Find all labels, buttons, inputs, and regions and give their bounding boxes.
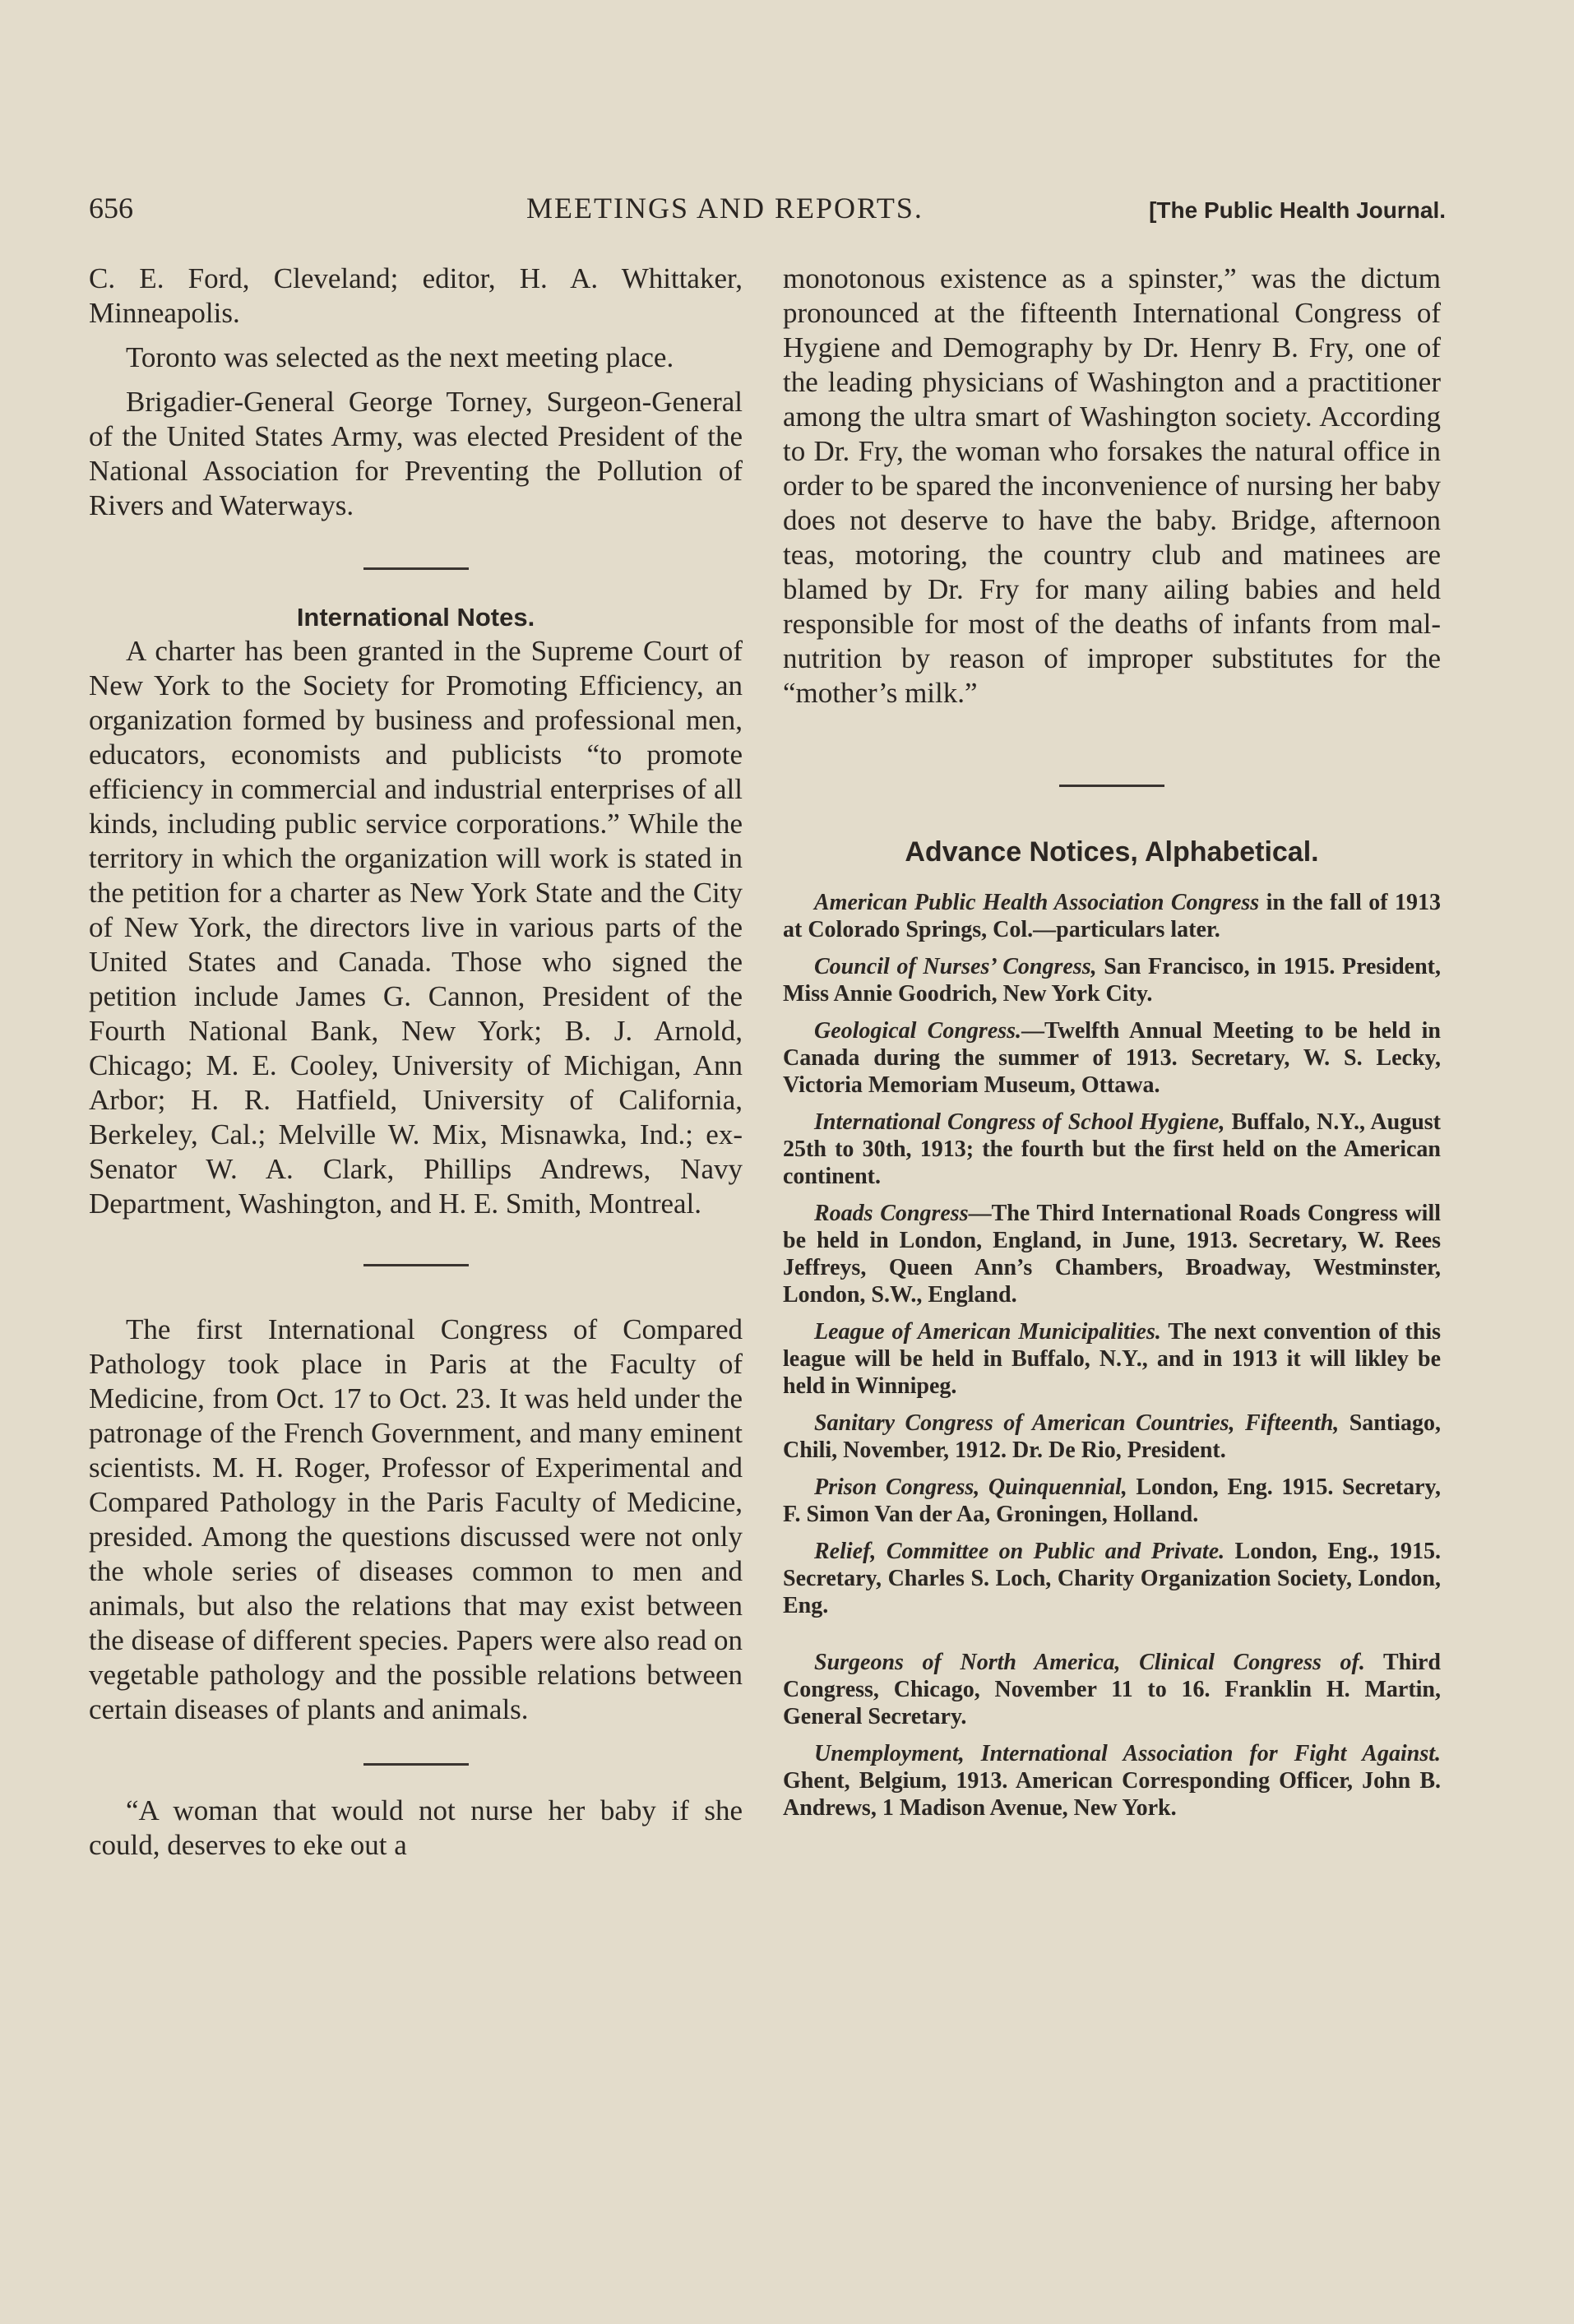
notice-item: [783, 1017, 1441, 1099]
notice-item: [783, 1740, 1441, 1822]
paragraph: The first International Congress of Compared Pathology took place in Paris at the Faculty of Medicine, from Oct. 17 to Oct. 23. It was held under the patronage of the French Government, and many eminent scientists. M. H. Roger, Professor of Experimental and Compared Pathology in the Paris Faculty of Medicine, presided. Among the questions discussed were not only the whole series of diseases common to men and animals, but also the relations that may exist between the disease of different species. Papers were also read on vegetable pathology and the possible relations between certain diseases of plants and animals.: [89, 1313, 743, 1725]
page-header: [89, 191, 1446, 232]
notice-title: Geological Congress.: [814, 1018, 1022, 1044]
notice-text: London, Eng., 1915. Secretary, Charles S. Loch, Charity Organization Society, London, Eng.: [783, 1539, 1442, 1618]
left-column: [89, 262, 743, 1863]
right-column: [783, 262, 1441, 1822]
section-heading: Advance Notices, Alphabetical.: [905, 836, 1319, 868]
section-divider: [1059, 785, 1164, 787]
notice-text: Santiago, Chili, November, 1912. Dr. De Rio, President.: [783, 1410, 1441, 1463]
paragraph: Brigadier-General George Torney, Surgeon-General of the United States Army, was elected President of the National Association for Preventing the Pollution of Rivers and Waterways.: [89, 386, 743, 521]
notice-text: Buffalo, N.Y., August 25th to 30th, 1913; the fourth but the first held on the American continent.: [783, 1109, 1441, 1189]
notice-item: [783, 889, 1441, 943]
section-divider: [363, 567, 469, 570]
notice-text: London, Eng. 1915. Secretary, F. Simon Van der Aa, Groningen, Holland.: [783, 1474, 1441, 1527]
page-number: 656: [89, 192, 133, 225]
paragraph: monotonous existence as a spinster,” was the dictum pronounced at the fifteenth International Congress of Hygiene and Demography by Dr. Henry B. Fry, one of the leading physicians of Washington and a practitioner among the ultra smart of Washington society. According to Dr. Fry, the woman who forsakes the natural office in order to be spared the inconvenience of nursing her baby does not deserve to have the baby. Bridge, afternoon teas, motoring, the country club and matinees are blamed by Dr. Fry for many ailing babies and held responsible for most of the deaths of infants from mal-nutrition by reason of improper substitutes for the “mother’s milk.”: [783, 262, 1441, 709]
notice-item: [783, 1200, 1441, 1308]
notice-title: American Public Health Association Congress: [814, 890, 1260, 915]
section-heading: International Notes.: [296, 603, 535, 632]
paragraph: Toronto was selected as the next meeting place.: [126, 341, 674, 373]
notice-item: [783, 1649, 1441, 1730]
notice-text: The next convention of this league will be held in Buffalo, N.Y., and in 1913 it will likley be held in Winnipeg.: [783, 1319, 1441, 1399]
notice-text: San Francisco, in 1915. President, Miss Annie Goodrich, New York City.: [783, 954, 1442, 1007]
notice-text: Third Congress, Chicago, November 11 to 16. Franklin H. Martin, General Secretary.: [783, 1650, 1441, 1729]
notice-title: League of American Municipalities.: [814, 1319, 1161, 1345]
notice-title: Roads Congress: [814, 1201, 969, 1226]
notice-title: International Congress of School Hygiene,: [814, 1109, 1225, 1135]
notice-title: Unemployment, International Association for Fight Against.: [814, 1741, 1441, 1766]
journal-name: [The Public Health Journal.: [1149, 197, 1446, 223]
section-divider: [363, 1264, 469, 1266]
notice-item: [783, 953, 1441, 1007]
notice-text: —Twelfth Annual Meeting to be held in Canada during the summer of 1913. Secretary, W. S. Lecky, Victoria Memoriam Museum, Ottawa.: [783, 1018, 1442, 1098]
notice-text: in the fall of 1913 at Colorado Springs, Col.—particulars later.: [783, 890, 1441, 942]
paragraph: C. E. Ford, Cleveland; editor, H. A. Whittaker, Minneapolis.: [89, 262, 743, 329]
notice-title: Sanitary Congress of American Countries, Fifteenth,: [814, 1410, 1340, 1436]
notice-text: Ghent, Belgium, 1913. American Corresponding Officer, John B. Andrews, 1 Madison Avenue, New York.: [783, 1768, 1441, 1821]
running-title: MEETINGS AND REPORTS.: [526, 192, 924, 225]
section-divider: [363, 1763, 469, 1766]
notice-text: —The Third International Roads Congress will be held in London, England, in June, 1913. Secretary, W. Rees Jeffreys, Queen Ann’s Chambers, Broadway, Westminster, London, S.W., England.: [783, 1201, 1441, 1308]
notice-item: [783, 1109, 1441, 1190]
paragraph: A charter has been granted in the Supreme Court of New York to the Society for Promoting Efficiency, an organization formed by business and professional men, educators, economists and publicists “to promote efficiency in commercial and industrial enterprises of all kinds, including public service corporations.” While the territory in which the organization will work is stated in the petition for a charter as New York State and the City of New York, the directors live in various parts of the United States and Canada. Those who signed the petition include James G. Cannon, President of the Fourth National Bank, New York; B. J. Arnold, Chicago; M. E. Cooley, University of Michigan, Ann Arbor; H. R. Hatfield, University of California, Berkeley, Cal.; Melville W. Mix, Misnawka, Ind.; ex-Senator W. A. Clark, Phillips Andrews, Navy Department, Washington, and H. E. Smith, Montreal.: [89, 635, 743, 1220]
notice-item: [783, 1474, 1441, 1528]
notice-title: Prison Congress, Quinquennial,: [814, 1474, 1127, 1500]
notice-title: Surgeons of North America, Clinical Congress of.: [814, 1650, 1365, 1675]
notice-item: [783, 1410, 1441, 1464]
notice-item: [783, 1318, 1441, 1400]
paragraph: “A woman that would not nurse her baby if she could, deserves to eke out a: [89, 1794, 743, 1861]
notice-title: Council of Nurses’ Congress,: [814, 954, 1097, 979]
notice-title: Relief, Committee on Public and Private.: [814, 1539, 1225, 1564]
notice-item: [783, 1538, 1441, 1619]
